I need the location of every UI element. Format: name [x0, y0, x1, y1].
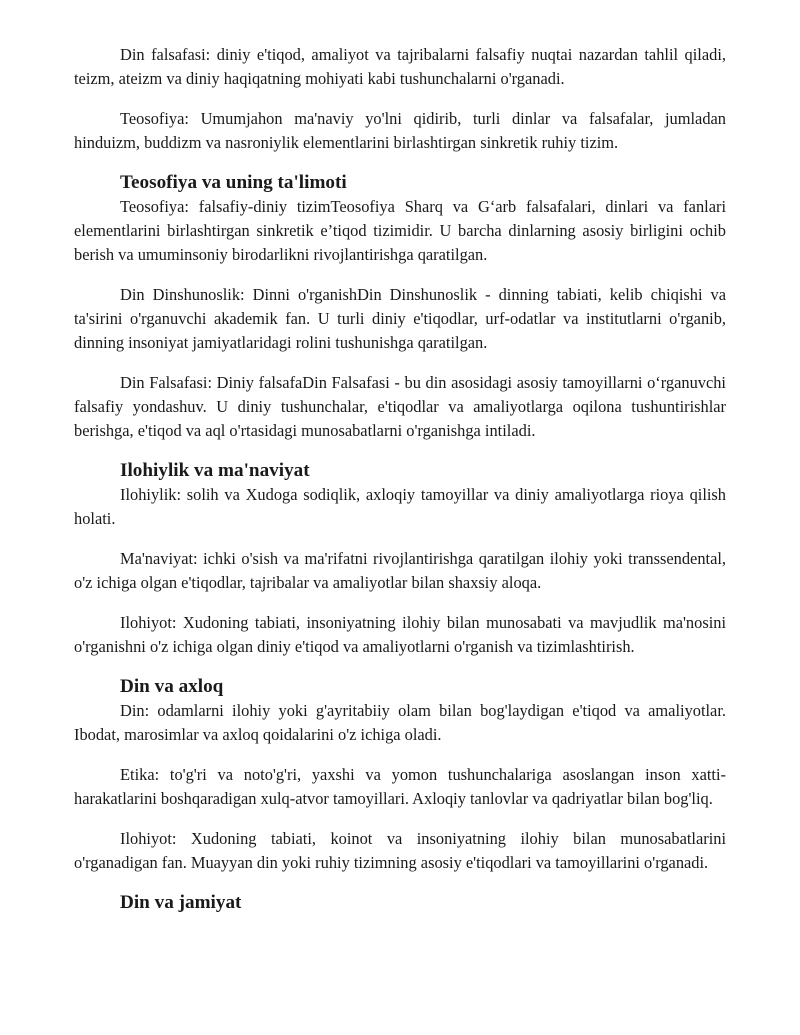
- section-heading-din-axloq: Din va axloq: [120, 676, 224, 697]
- paragraph-teosofiya: Teosofiya: Umumjahon ma'naviy yo'lni qidirib, turli dinlar va falsafalar, jumladan hinduizm, buddizm va nasroniylik elementlarini birlashtirgan sinkretik ruhiy tizim.: [74, 109, 726, 152]
- paragraph-etika: Etika: to'g'ri va noto'g'ri, yaxshi va yomon tushunchalariga asoslangan inson xatti-harakatlarini boshqaradigan xulq-atvor tamoyillari. Axloqiy tanlovlar va qadriyatlar bilan bog'liq.: [74, 765, 726, 808]
- document-page: [74, 43, 726, 915]
- paragraph-ilohiyot-2: Ilohiyot: Xudoning tabiati, koinot va insoniyatning ilohiy bilan munosabatlarini o'rganadigan fan. Muayyan din yoki ruhiy tizimning asosiy e'tiqodlari va tamoyillarini o'rganadi.: [74, 829, 726, 872]
- paragraph-manaviyat: Ma'naviyat: ichki o'sish va ma'rifatni rivojlantirishga qaratilgan ilohiy yoki transsendental, o'z ichiga olgan e'tiqodlar, tajribalar va amaliyotlar bilan shaxsiy aloqa.: [74, 549, 726, 592]
- section-heading-din-jamiyat: Din va jamiyat: [120, 892, 242, 913]
- paragraph-dinshunoslik: Din Dinshunoslik: Dinni o'rganishDin Dinshunoslik - dinning tabiati, kelib chiqishi va ta'sirini o'rganuvchi akademik fan. U turli diniy e'tiqodlar, urf-odatlar va institutlarni o'rganib, dinning insoniyat jamiyatlaridagi rolini tushunishga qaratilgan.: [74, 285, 726, 352]
- paragraph-ilohiylik: Ilohiylik: solih va Xudoga sodiqlik, axloqiy tamoyillar va diniy amaliyotlarga rioya qilish holati.: [74, 485, 726, 528]
- paragraph-ilohiyot: Ilohiyot: Xudoning tabiati, insoniyatning ilohiy bilan munosabati va mavjudlik ma'nosini o'rganishni o'z ichiga olgan diniy e'tiqod va amaliyotlarni o'rganish va tizimlashtirish.: [74, 613, 726, 656]
- section-heading-ilohiylik: Ilohiylik va ma'naviyat: [120, 460, 310, 481]
- paragraph-din-falsafasi: Din falsafasi: diniy e'tiqod, amaliyot va tajribalarni falsafiy nuqtai nazardan tahlil qiladi, teizm, ateizm va diniy haqiqatning mohiyati kabi tushunchalarni o'rganadi.: [74, 45, 726, 88]
- section-heading-teosofiya: Teosofiya va uning ta'limoti: [120, 172, 347, 193]
- paragraph-din-falsafasi-2: Din Falsafasi: Diniy falsafaDin Falsafasi - bu din asosidagi asosiy tamoyillarni o‘rganuvchi falsafiy yondashuv. U diniy tushunchalar, e'tiqodlar va amaliyotlarga oqilona tushuntirishlar berishga, e'tiqod va aql o'rtasidagi munosabatlarni o'rganishga intiladi.: [74, 373, 726, 440]
- paragraph-teosofiya-tizim: Teosofiya: falsafiy-diniy tizimTeosofiya Sharq va G‘arb falsafalari, dinlari va fanlari elementlarini birlashtirgan sinkretik e’tiqod tizimidir. U barcha dinlarning asosiy birligini ochib berish va umuminsoniy birodarlikni rivojlantirishga qaratilgan.: [74, 197, 726, 264]
- paragraph-din: Din: odamlarni ilohiy yoki g'ayritabiiy olam bilan bog'laydigan e'tiqod va amaliyotlar. Ibodat, marosimlar va axloq qoidalarini o'z ichiga oladi.: [74, 701, 726, 744]
